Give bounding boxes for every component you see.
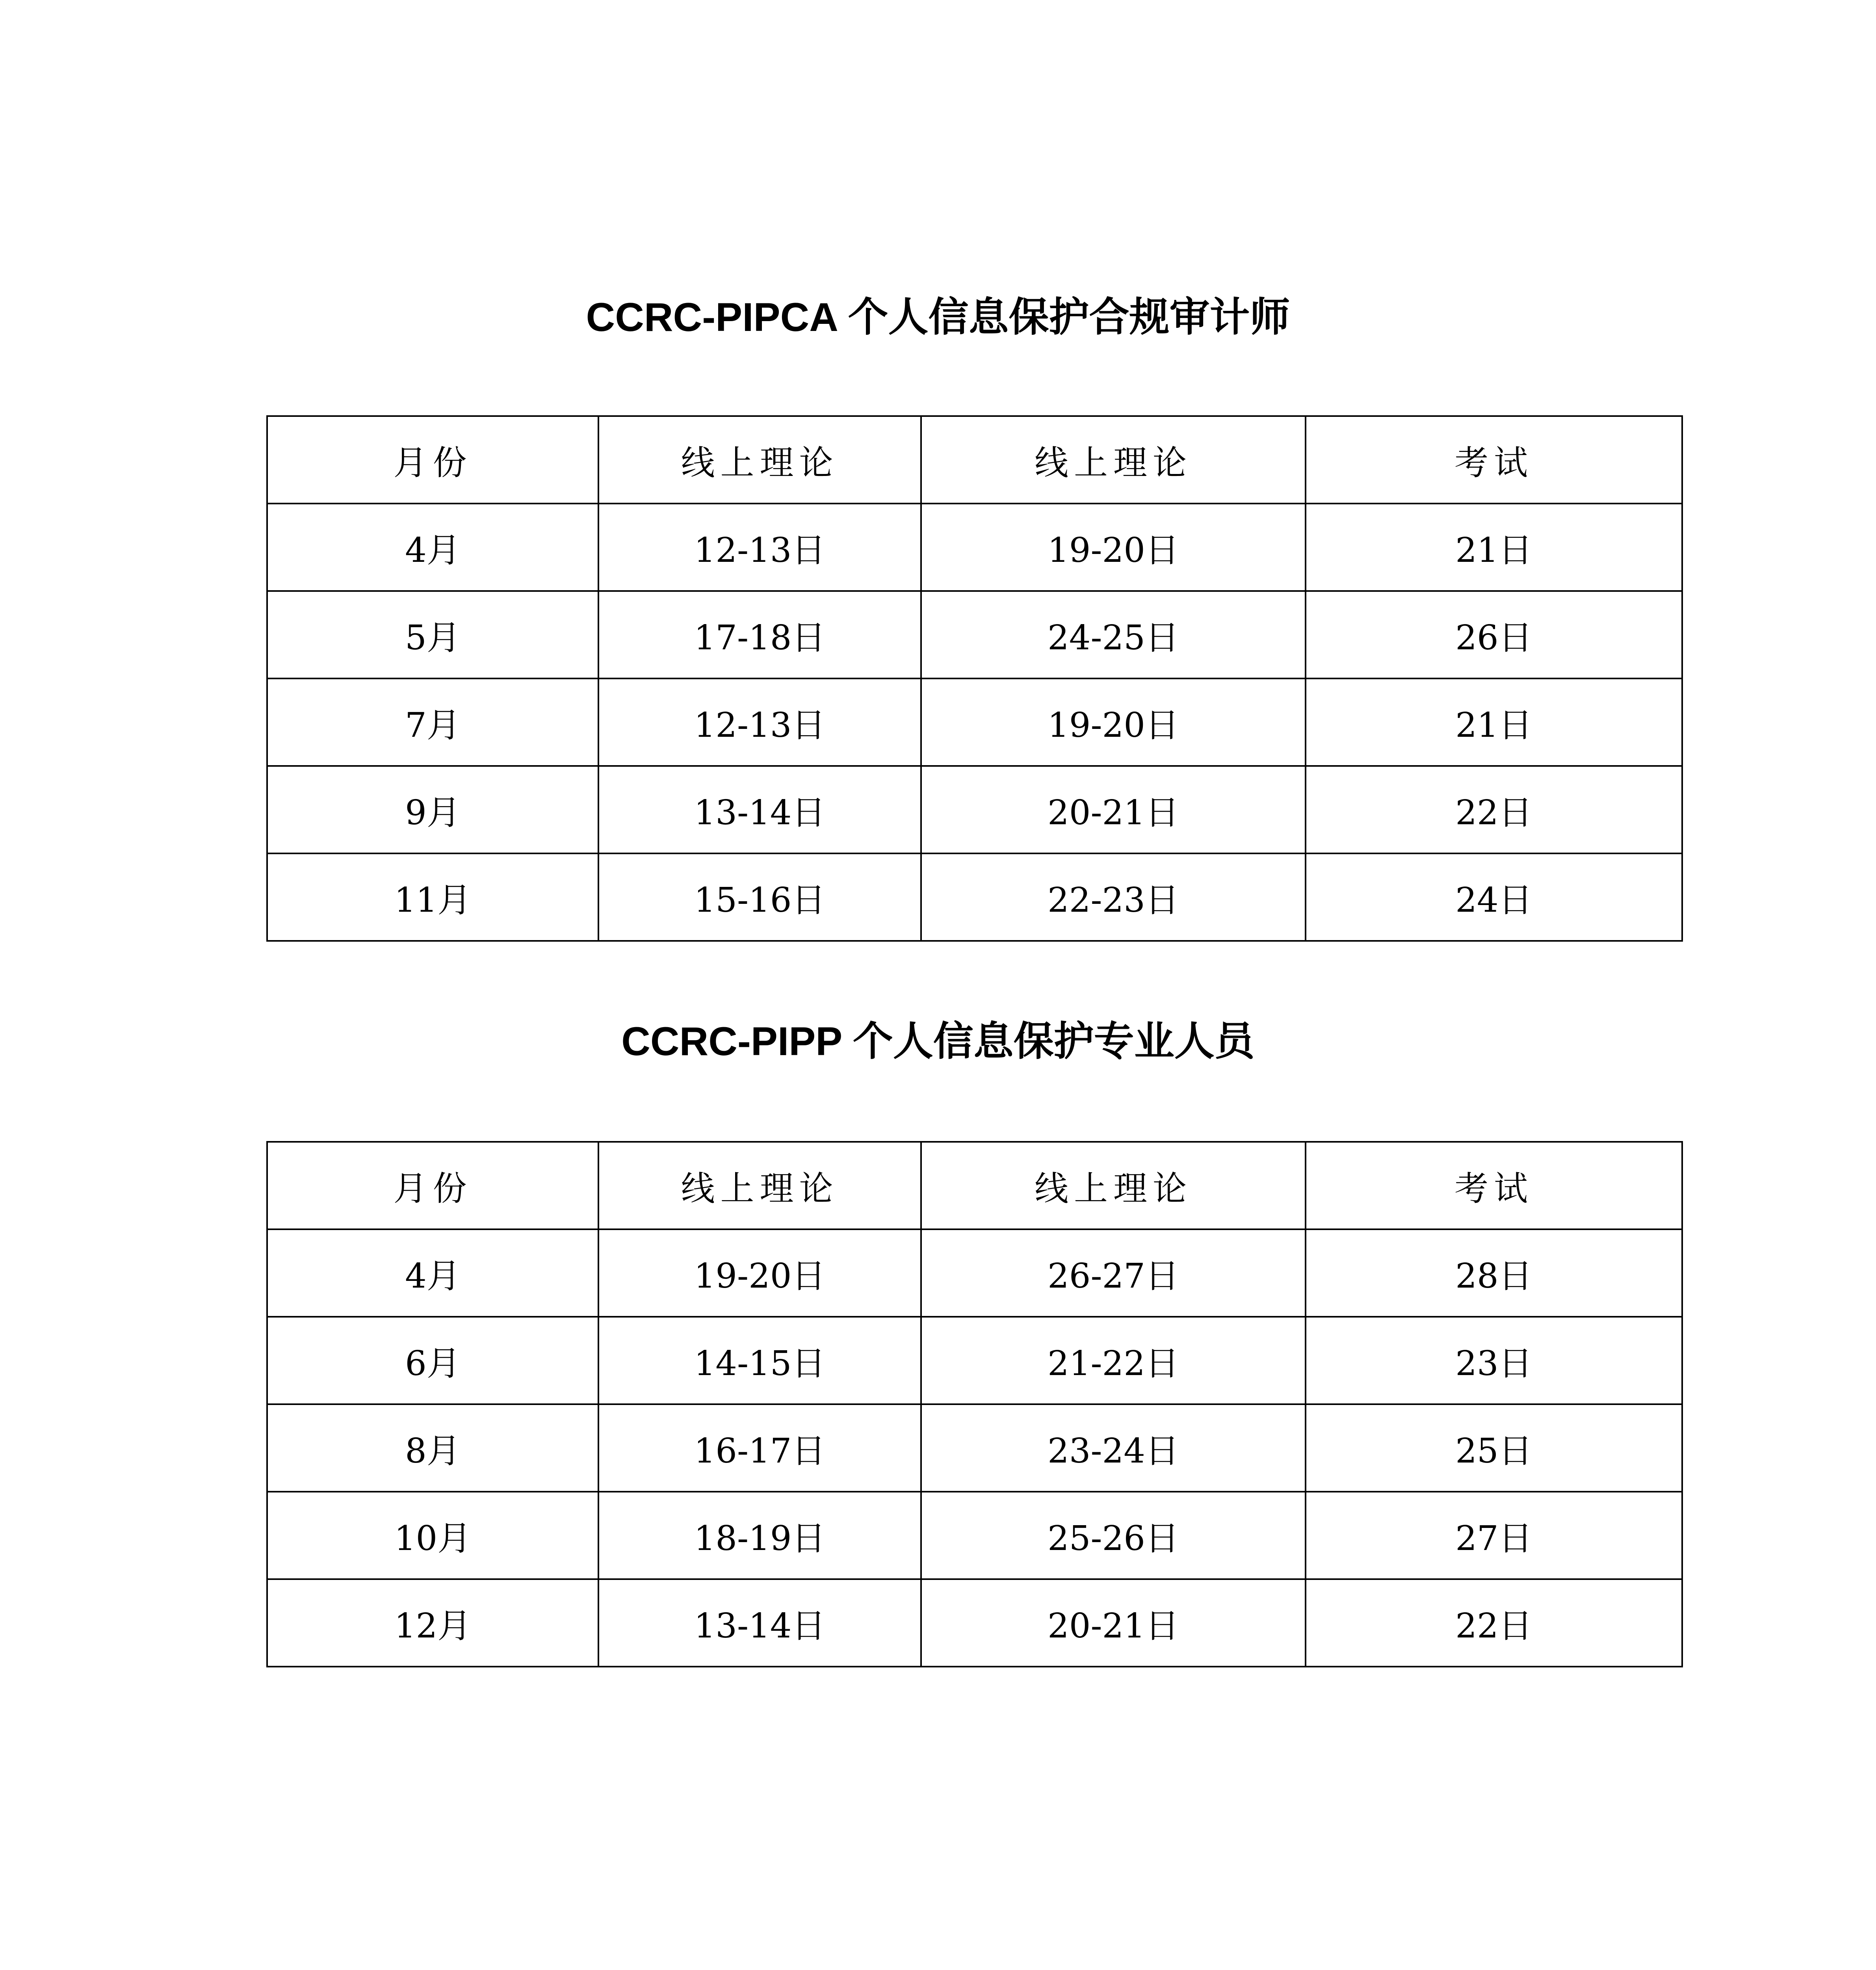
cell-online-theory-2: 23-24日 [921,1404,1306,1492]
table-row [267,1404,1682,1492]
header-exam: 考试 [1306,1142,1682,1229]
cell-online-theory-2: 24-25日 [921,591,1306,678]
header-online-theory-1: 线上理论 [598,416,921,504]
cell-month: 5月 [267,591,598,678]
cell-online-theory-1: 12-13日 [598,504,921,591]
cell-month: 6月 [267,1317,598,1404]
cell-exam: 22日 [1306,1579,1682,1667]
cell-exam: 21日 [1306,678,1682,766]
cell-exam: 23日 [1306,1317,1682,1404]
table-row [267,591,1682,678]
cell-exam: 25日 [1306,1404,1682,1492]
table-row [267,678,1682,766]
cell-month: 4月 [267,1229,598,1317]
cell-exam: 24日 [1306,853,1682,941]
table-row [267,1579,1682,1667]
cell-month: 12月 [267,1579,598,1667]
header-month: 月份 [267,416,598,504]
cell-exam: 26日 [1306,591,1682,678]
cell-online-theory-2: 19-20日 [921,678,1306,766]
cell-online-theory-1: 17-18日 [598,591,921,678]
table-row [267,504,1682,591]
cell-online-theory-2: 21-22日 [921,1317,1306,1404]
table-row [267,1317,1682,1404]
header-month: 月份 [267,1142,598,1229]
header-online-theory-2: 线上理论 [921,1142,1306,1229]
cell-online-theory-2: 26-27日 [921,1229,1306,1317]
cell-exam: 21日 [1306,504,1682,591]
cell-online-theory-1: 15-16日 [598,853,921,941]
header-online-theory-1: 线上理论 [598,1142,921,1229]
cell-month: 11月 [267,853,598,941]
cell-online-theory-2: 20-21日 [921,1579,1306,1667]
schedule-table-pipca [266,415,1683,942]
cell-online-theory-1: 14-15日 [598,1317,921,1404]
cell-month: 8月 [267,1404,598,1492]
cell-online-theory-1: 13-14日 [598,1579,921,1667]
cell-online-theory-1: 12-13日 [598,678,921,766]
header-exam: 考试 [1306,416,1682,504]
cell-exam: 27日 [1306,1492,1682,1579]
schedule-table-pipp [266,1141,1683,1667]
cell-online-theory-1: 16-17日 [598,1404,921,1492]
table-header-row [267,1142,1682,1229]
cell-online-theory-1: 13-14日 [598,766,921,853]
table-row [267,1229,1682,1317]
cell-online-theory-1: 19-20日 [598,1229,921,1317]
table-header-row [267,416,1682,504]
cell-month: 7月 [267,678,598,766]
cell-month: 10月 [267,1492,598,1579]
table-row [267,1492,1682,1579]
cell-month: 9月 [267,766,598,853]
cell-exam: 22日 [1306,766,1682,853]
table-row [267,853,1682,941]
cell-online-theory-1: 18-19日 [598,1492,921,1579]
cell-online-theory-2: 25-26日 [921,1492,1306,1579]
table-row [267,766,1682,853]
cell-exam: 28日 [1306,1229,1682,1317]
section-title-pipp: CCRC-PIPP 个人信息保护专业人员 [621,1019,1255,1064]
header-online-theory-2: 线上理论 [921,416,1306,504]
cell-month: 4月 [267,504,598,591]
cell-online-theory-2: 22-23日 [921,853,1306,941]
cell-online-theory-2: 20-21日 [921,766,1306,853]
section-title-pipca: CCRC-PIPCA 个人信息保护合规审计师 [586,295,1290,340]
cell-online-theory-2: 19-20日 [921,504,1306,591]
